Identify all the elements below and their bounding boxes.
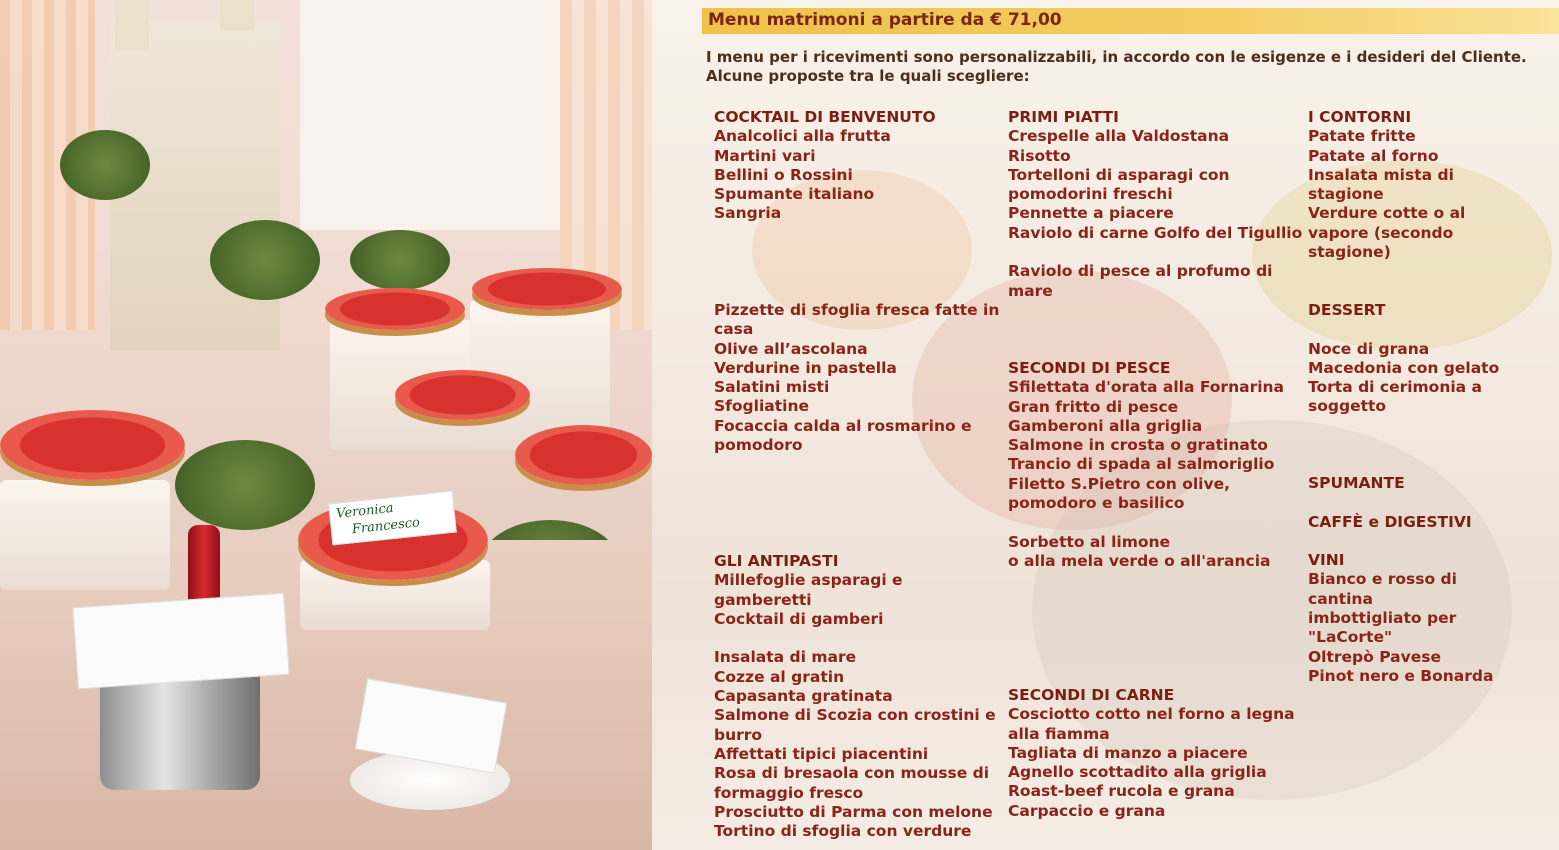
- menu-item: Focaccia calda al rosmarino e pomodoro: [714, 416, 972, 455]
- menu-item: Pizzette di sfoglia fresca fatte in casa: [714, 301, 1000, 339]
- menu-item: Verdure cotte o al vapore (secondo stagione): [1308, 204, 1466, 262]
- title-bar: [702, 8, 1559, 34]
- intro-line: Alcune proposte tra le quali scegliere:: [706, 67, 1030, 85]
- menu-item: Pinot nero e Bonarda: [1308, 666, 1494, 685]
- napkin: [72, 593, 289, 690]
- castle-tower: [220, 0, 254, 30]
- section-title-cocktail: COCKTAIL DI BENVENUTO: [714, 108, 936, 126]
- menu-column-1: [714, 108, 1004, 224]
- menu-column-3-dessert: [1308, 301, 1548, 417]
- menu-item: Salmone di Scozia con crostini e burro: [714, 706, 996, 744]
- section-title-vini: VINI: [1308, 551, 1345, 570]
- menu-item: Roast-beef rucola e grana: [1008, 782, 1235, 801]
- menu-item: Bianco e rosso di cantina imbottigliato per "LaCorte": [1308, 570, 1457, 647]
- menu-item: Olive all’ascolana: [714, 339, 868, 358]
- menu-item: Cocktail di gamberi: [714, 609, 884, 628]
- menu-item: Tortino di sfoglia con verdure: [714, 822, 972, 841]
- menu-panel: [652, 0, 1559, 850]
- menu-item: Insalata di mare: [714, 648, 857, 667]
- menu-item: Filetto S.Pietro con olive, pomodoro e basilico: [1008, 474, 1230, 513]
- wedding-buffet-photo: [0, 0, 652, 850]
- menu-item: Tortelloni di asparagi con pomodorini freschi: [1008, 165, 1230, 204]
- menu-item: Gran fritto di pesce: [1008, 397, 1179, 416]
- section-title-contorni: I CONTORNI: [1308, 108, 1412, 126]
- cake-stand: [0, 480, 170, 590]
- menu-item: Macedonia con gelato: [1308, 358, 1500, 377]
- section-title-spumante: SPUMANTE: [1308, 474, 1405, 492]
- menu-item: Gamberoni alla griglia: [1008, 416, 1203, 435]
- menu-item: Prosciutto di Parma con melone: [714, 802, 993, 821]
- menu-item: Carpaccio e grana: [1008, 801, 1166, 820]
- menu-item: Analcolici alla frutta: [714, 127, 891, 146]
- greenery: [350, 230, 450, 290]
- menu-item: Trancio di spada al salmoriglio: [1008, 455, 1275, 474]
- menu-item: Oltrepò Pavese: [1308, 647, 1441, 666]
- menu-item: Raviolo di carne Golfo del Tigullio: [1008, 223, 1303, 242]
- menu-item: Martini vari: [714, 146, 816, 165]
- menu-item: Sangria: [714, 204, 782, 223]
- intro-text: [706, 48, 1546, 86]
- menu-item: Capasanta gratinata: [714, 687, 893, 706]
- strawberry-tart: [515, 425, 652, 485]
- menu-column-2-carne: [1008, 686, 1308, 821]
- window-light: [300, 0, 560, 230]
- section-title-dessert: DESSERT: [1308, 301, 1386, 319]
- strawberry-tart: [325, 288, 465, 330]
- menu-item: Raviolo di pesce al profumo di mare: [1008, 262, 1273, 300]
- menu-item: Patate al forno: [1308, 146, 1439, 165]
- menu-item: Tagliata di manzo a piacere: [1008, 743, 1248, 762]
- menu-column-2-pesce: [1008, 359, 1308, 571]
- names-card-line: Francesco: [351, 515, 421, 538]
- menu-column-1-snacks: [714, 301, 1004, 455]
- menu-item: Bellini o Rossini: [714, 165, 853, 184]
- intro-line: I menu per i ricevimenti sono personalizzabili, in accordo con le esigenze e i desideri del Cliente.: [706, 48, 1527, 66]
- section-title-secondi-pesce: SECONDI DI PESCE: [1008, 359, 1171, 377]
- castle-tower: [115, 0, 149, 50]
- menu-item: Sfilettata d'orata alla Fornarina: [1008, 378, 1285, 397]
- section-title-caffe: CAFFÈ e DIGESTIVI: [1308, 512, 1472, 531]
- greenery: [210, 220, 320, 300]
- menu-column-1-antipasti: [714, 552, 1004, 841]
- menu-item: Millefoglie asparagi e gamberetti: [714, 571, 903, 609]
- section-title-primi: PRIMI PIATTI: [1008, 108, 1119, 126]
- strawberry-tart: [395, 370, 530, 420]
- menu-item: Salmone in crosta o gratinato: [1008, 436, 1268, 455]
- menu-item: Sfogliatine: [714, 397, 810, 416]
- menu-item: Rosa di bresaola con mousse di formaggio fresco: [714, 764, 990, 802]
- greenery: [60, 130, 150, 200]
- menu-item: Spumante italiano: [714, 185, 875, 204]
- menu-item: Affettati tipici piacentini: [714, 744, 929, 763]
- menu-item: Agnello scottadito alla griglia: [1008, 763, 1267, 782]
- names-card-line: Veronica: [335, 500, 395, 522]
- menu-item: Sorbetto al limone: [1008, 532, 1171, 551]
- menu-item: Insalata mista di stagione: [1308, 165, 1454, 204]
- menu-item: Cosciotto cotto nel forno a legna alla fiamma: [1008, 705, 1295, 743]
- menu-column-2: [1008, 108, 1308, 301]
- section-title-secondi-carne: SECONDI DI CARNE: [1008, 686, 1175, 704]
- page-title: Menu matrimoni a partire da € 71,00: [708, 10, 1062, 30]
- menu-item: Noce di grana: [1308, 339, 1430, 358]
- menu-item: Crespelle alla Valdostana: [1008, 127, 1230, 146]
- greenery: [175, 440, 315, 530]
- strawberry-tart: [472, 268, 622, 310]
- menu-column-3-drinks: [1308, 474, 1548, 686]
- menu-column-3: [1308, 108, 1548, 262]
- menu-item: Pennette a piacere: [1008, 204, 1174, 223]
- menu-item: o alla mela verde o all'arancia: [1008, 551, 1271, 570]
- menu-item: Cozze al gratin: [714, 667, 845, 686]
- menu-item: Torta di cerimonia a soggetto: [1308, 378, 1482, 416]
- menu-item: Verdurine in pastella: [714, 358, 897, 377]
- section-title-antipasti: GLI ANTIPASTI: [714, 552, 839, 570]
- strawberry-tart: [0, 410, 185, 480]
- menu-item: Patate fritte: [1308, 127, 1416, 146]
- menu-item: Salatini misti: [714, 378, 830, 397]
- menu-item: Risotto: [1008, 146, 1071, 165]
